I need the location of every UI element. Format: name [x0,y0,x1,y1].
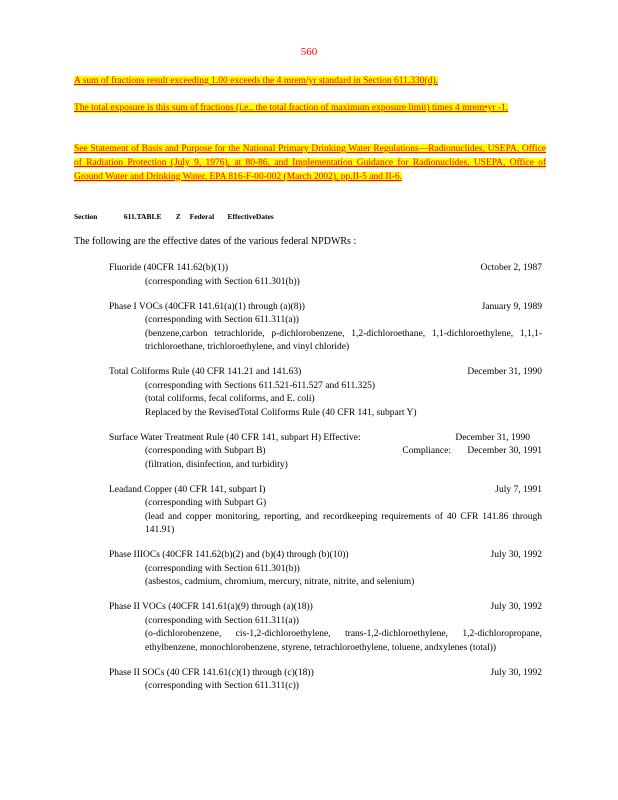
entry-title: Phase I VOCs (40CFR 141.61(a)(1) through (a)(8)) [109,301,305,312]
entry-date: July 30, 1992 [490,667,542,678]
entry-lead-copper [109,484,542,538]
entry-line: (corresponding with Section 611.301(b)) [145,276,300,287]
entry-line: (corresponding with Sections 611.521-611.527 and 611.325) [145,380,376,391]
section-heading [74,212,274,221]
entry-title: Phase II SOCs (40 CFR 141.61(c)(1) through (c)(18)) [109,667,314,678]
section-label: Section [74,212,98,221]
compliance-label: Compliance: [402,446,451,456]
entry-total-coliforms [109,366,542,420]
entry-surface-water [109,432,542,473]
entry-line: (benzene,carbon tetrachloride, p-dichlorobenzene, 1,2-dichloroethane, 1,1-dichloroethylene, 1,1,1-trichloroethane, trichloroethylene, and vinyl chloride) [145,328,542,352]
entry-line: (corresponding with Subpart G) [145,498,267,508]
note-sum-of-fractions: A sum of fractions result exceeding 1.00 exceeds the 4 mrem/yr standard in Section 611.330(d). [74,76,438,86]
entry-title: Surface Water Treatment Rule (40 CFR 141, subpart H) Effective: [109,432,361,443]
intro-text: The following are the effective dates of the various federal NPDWRs : [74,236,357,247]
note-total-exposure: The total exposure is this sum of fractions (i.e., the total fraction of maximum exposure limit) times 4 mrem•yr -1. [74,103,509,113]
entry-line: (o-dichlorobenzene, cis-1,2-dichloroethylene, trans-1,2-dichloroethylene, 1,2-dichloropropane, ethylbenzene, monochlorobenzene, styrene, tetrachloroethylene, toluene, andxylenes (total)) [145,629,542,653]
entry-line: (lead and copper monitoring, reporting, and recordkeeping requirements of 40 CFR 141.86 through 141.91) [145,511,542,535]
entry-date: October 2, 1987 [480,263,542,273]
entry-line: (corresponding with Section 611.301(b)) [145,563,300,574]
npdwr-list [109,262,542,705]
entry-phase-i-vocs [109,301,542,355]
compliance-date: December 30, 1991 [467,446,542,456]
entry-line: (corresponding with Section 611.311(a)) [145,615,299,626]
entry-title: Phase IIIOCs (40CFR 141.62(b)(2) and (b)(4) through (b)(10)) [109,550,349,560]
entry-compliance [402,445,542,459]
entry-date: December 31, 1990 [467,367,542,377]
entry-date: December 31, 1990 [455,432,530,443]
entry-phase-ii-socs [109,667,542,694]
entry-title: Leadand Copper (40 CFR 141, subpart I) [109,484,266,495]
entry-title: Fluoride (40CFR 141.62(b)(1)) [109,263,229,273]
entry-date: July 30, 1992 [490,550,542,560]
entry-line: (corresponding with Section 611.311(a)) [145,315,299,325]
entry-date: July 7, 1991 [495,484,542,495]
entry-line: (asbestos, cadmium, chromium, mercury, nitrate, nitrite, and selenium) [145,577,415,587]
section-number: 611.TABLE [123,212,162,221]
entry-date: July 30, 1992 [490,602,542,612]
entry-phase-ii-vocs [109,601,542,655]
entry-title: Total Coliforms Rule (40 CFR 141.21 and 141.63) [109,367,302,377]
entry-line: (total coliforms, fecal coliforms, and E. coli) [145,394,315,404]
section-letter: Z [175,212,181,221]
entry-date: January 9, 1989 [481,301,542,312]
entry-line: (corresponding with Subpart B) [145,446,266,456]
entry-phase-ii-iocs [109,549,542,590]
entry-fluoride [109,262,542,289]
entry-title: Phase II VOCs (40CFR 141.61(a)(9) through (a)(18)) [109,602,313,612]
entry-line: Replaced by the RevisedTotal Coliforms Rule (40 CFR 141, subpart Y) [145,407,417,418]
section-title-b: EffectiveDates [227,212,274,221]
entry-line: (corresponding with Section 611.311(c)) [145,681,299,691]
page-number: 560 [300,46,318,58]
section-title-a: Federal [189,212,215,221]
note-statement-of-basis: See Statement of Basis and Purpose for the National Primary Drinking Water Regulations—Radionuclides, USEPA, Office of Radiation Protection (July 9, 1976), at 80-86, and Implementation Guidance for Radionuclides, USEPA, Office of Ground Water and Drinking Water, EPA 816-F-00-002 (March 2002), pp.II-5 and II-6. [74,144,546,182]
entry-line: (filtration, disinfection, and turbidity) [145,459,288,470]
